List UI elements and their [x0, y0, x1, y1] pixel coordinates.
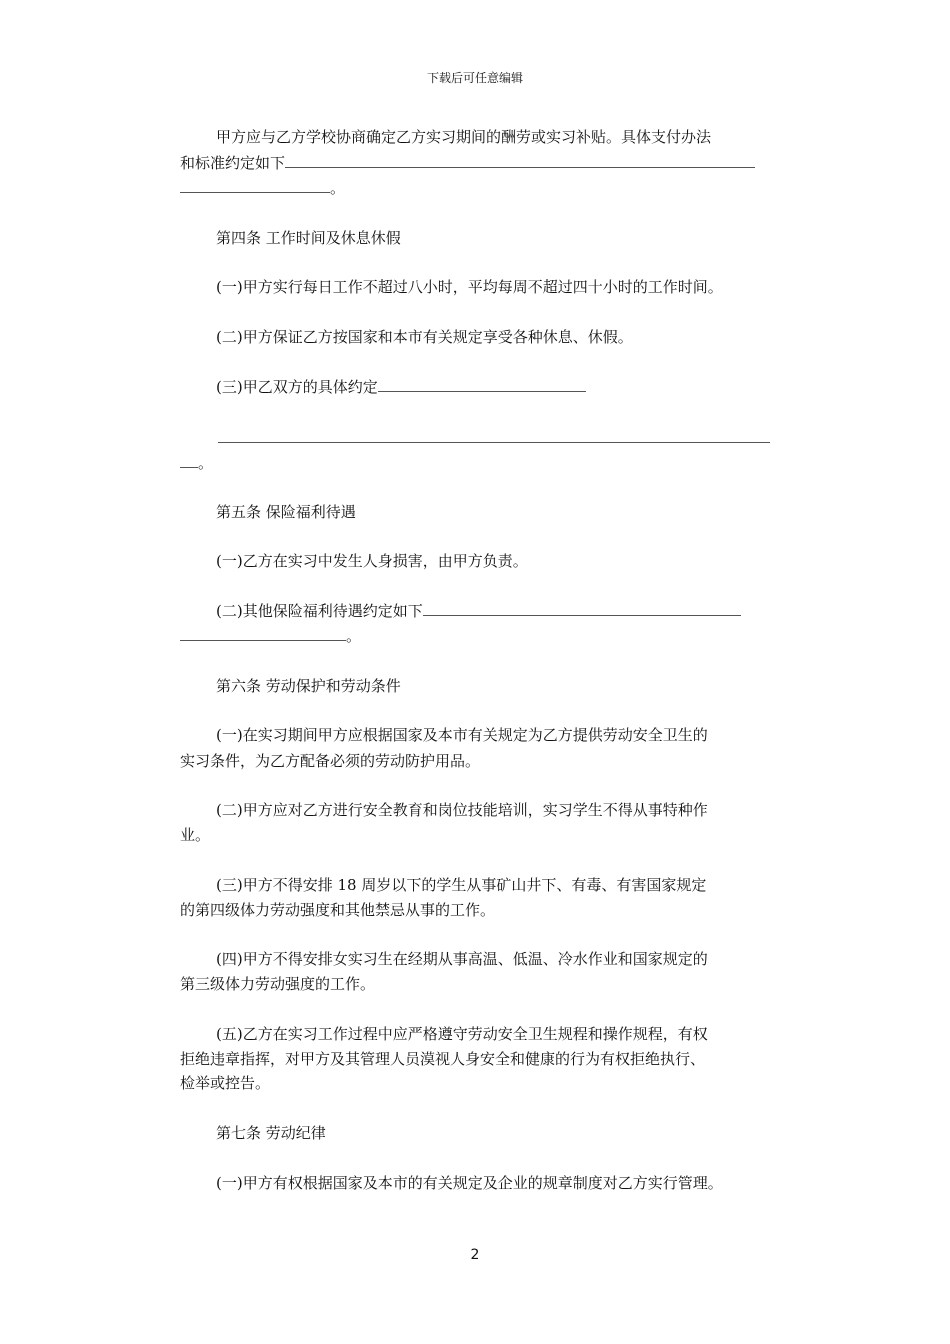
- paragraph-line: [180, 153, 755, 173]
- clause-text: (一)在实习期间甲方应根据国家及本市有关规定为乙方提供劳动安全卫生的: [216, 726, 708, 744]
- clause-text: 第三级体力劳动强度的工作。: [180, 975, 376, 993]
- clause-text: 。: [346, 627, 362, 645]
- clause-text: (二)甲方保证乙方按国家和本市有关规定享受各种休息、休假。: [216, 328, 633, 346]
- fill-in-blank[interactable]: [218, 428, 770, 443]
- clause-text: (四)甲方不得安排女实习生在经期从事高温、低温、冷水作业和国家规定的: [216, 950, 708, 968]
- clause-line: [216, 377, 586, 397]
- fill-in-blank[interactable]: [180, 178, 330, 193]
- page-number: 2: [470, 1247, 480, 1263]
- clause-text: 拒绝违章指挥，对甲方及其管理人员漠视人身安全和健康的行为有权拒绝执行、: [180, 1050, 706, 1068]
- paragraph-line: 甲方应与乙方学校协商确定乙方实习期间的酬劳或实习补贴。具体支付办法: [216, 128, 712, 146]
- clause-text: (三)甲方不得安排 18 周岁以下的学生从事矿山井下、有毒、有害国家规定: [216, 876, 707, 894]
- clause-text: 实习条件，为乙方配备必须的劳动防护用品。: [180, 752, 481, 770]
- clause-line: [180, 626, 361, 646]
- clause-line: [180, 453, 213, 473]
- page-header: 下载后可任意编辑: [426, 71, 523, 85]
- paragraph-line: [180, 178, 345, 198]
- fill-in-blank[interactable]: [180, 626, 346, 641]
- paragraph-text: 和标准约定如下: [180, 154, 286, 172]
- clause-text: 检举或控告。: [180, 1074, 271, 1092]
- clause-text: (一)甲方实行每日工作不超过八小时，平均每周不超过四十小时的工作时间。: [216, 278, 723, 296]
- clause-text: 的第四级体力劳动强度和其他禁忌从事的工作。: [180, 901, 496, 919]
- clause-line: [216, 601, 741, 621]
- article-title: 第六条 劳动保护和劳动条件: [216, 677, 401, 695]
- clause-text: (二)其他保险福利待遇约定如下: [216, 602, 423, 620]
- clause-text: 。: [198, 454, 214, 472]
- fill-in-blank[interactable]: [423, 601, 741, 616]
- paragraph-text: 。: [330, 179, 346, 197]
- fill-in-blank[interactable]: [180, 453, 198, 468]
- clause-text: (一)乙方在实习中发生人身损害，由甲方负责。: [216, 552, 528, 570]
- article-title: 第四条 工作时间及休息休假: [216, 229, 401, 247]
- clause-text: (三)甲乙双方的具体约定: [216, 378, 378, 396]
- clause-text: (一)甲方有权根据国家及本市的有关规定及企业的规章制度对乙方实行管理。: [216, 1174, 723, 1192]
- fill-in-blank[interactable]: [285, 153, 755, 168]
- clause-text: (二)甲方应对乙方进行安全教育和岗位技能培训，实习学生不得从事特种作: [216, 801, 708, 819]
- clause-text: 业。: [180, 826, 211, 844]
- clause-text: (五)乙方在实习工作过程中应严格遵守劳动安全卫生规程和操作规程，有权: [216, 1025, 708, 1043]
- clause-line: [218, 428, 770, 448]
- article-title: 第七条 劳动纪律: [216, 1124, 326, 1142]
- fill-in-blank[interactable]: [378, 377, 586, 392]
- article-title: 第五条 保险福利待遇: [216, 503, 356, 521]
